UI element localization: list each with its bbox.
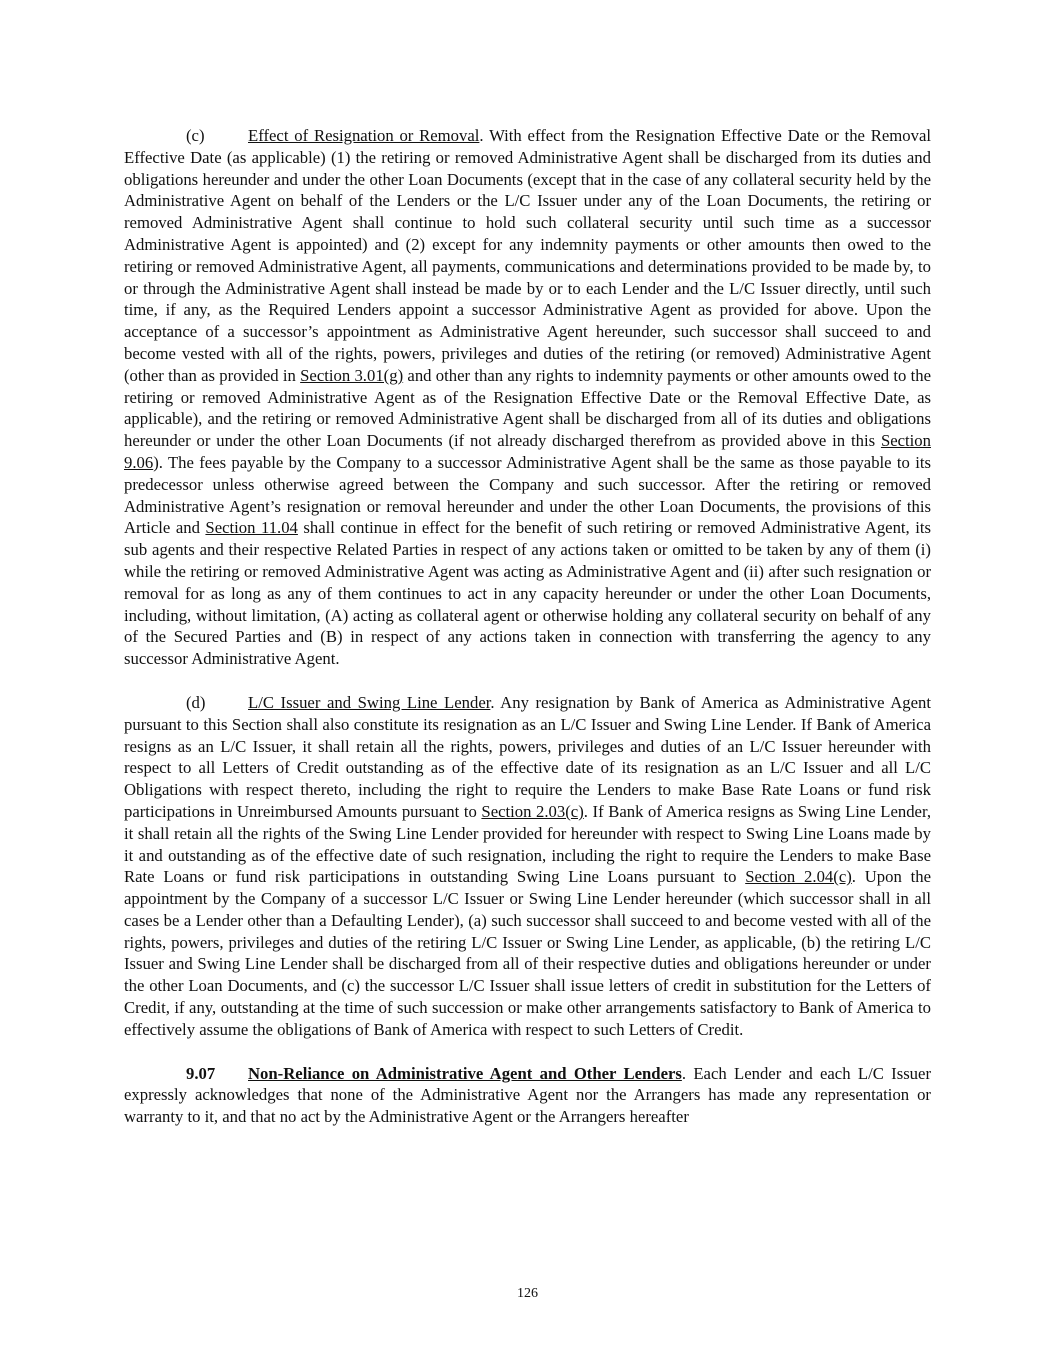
section-9-07-text: . Each Lender and each L/C Issuer expressly acknowledges that none of the Administrative Agent nor the Arrangers has made any representation or warranty to it, and that no act by the Administrative Agent or the Arrangers hereafter bbox=[124, 1063, 931, 1127]
paragraph-d-text-3: . Upon the appointment by the Company of a successor L/C Issuer or Swing Line Lender hereunder (which successor shall in all cases be a Lender other than a Defaulting Lender), (a) such successor shall succeed to and become vested with all of the rights, powers, privileges and duties of the retiring L/C Issuer or Swing Line Lender, as applicable, (b) the retiring L/C Issuer and Swing Line Lender shall be discharged from all of their respective duties and obligations hereunder or under the other Loan Documents, and (c) the successor L/C Issuer shall issue letters of credit in substitution for the Letters of Credit, if any, outstanding at the time of such succession or make other arrangements satisfactory to Bank of America to effectively assume the obligations of Bank of America with respect to such Letters of Credit. bbox=[124, 867, 931, 1039]
paragraph-d-text-2: . If Bank of America resigns as Swing Line Lender, it shall retain all the rights of the Swing Line Lender provided for hereunder with respect to Swing Line Loans made by it and outstanding as of the effective date of such resignation, including the right to require the Lenders to make Base Rate Loans or fund risk participations in outstanding Swing Line Loans pursuant to bbox=[124, 801, 932, 887]
paragraph-c-text-4: shall continue in effect for the benefit of such retiring or removed Administrative Agent, its sub agents and their respective Related Parties in respect of any actions taken or omitted to be taken by any of them (i) while the retiring or removed Administrative Agent was acting as Administrative Agent and (ii) after such resignation or removal for as long as any of them continues to act in any capacity hereunder or under the other Loan Documents, including, without limitation, (A) acting as collateral agent or otherwise holding any collateral security on behalf of any of the Secured Parties and (B) in respect of any actions taken in connection with transferring the agency to any successor Administrative Agent. bbox=[124, 518, 931, 669]
document-body bbox=[124, 125, 931, 1150]
section-9-07-number: 9.07 bbox=[186, 1063, 216, 1083]
paragraph-c bbox=[124, 125, 931, 670]
paragraph-c-text-1: . With effect from the Resignation Effective Date or the Removal Effective Date (as applicable) (1) the retiring or removed Administrative Agent shall be discharged from its duties and obligations hereunder and under the other Loan Documents (except that in the case of any collateral security held by the Administrative Agent on behalf of the Lenders or the L/C Issuer under any of the Loan Documents, the retiring or removed Administrative Agent shall continue to hold such collateral security until such time as a successor Administrative Agent is appointed) and (2) except for any indemnity payments or other amounts then owed to the retiring or removed Administrative Agent, all payments, communications and determinations provided to be made by, to or through the Administrative Agent shall instead be made by or to each Lender and the L/C Issuer directly, until such time, if any, as the Required Lenders appoint a successor Administrative Agent as provided for above. Upon the acceptance of a successor’s appointment as Administrative Agent hereunder, such successor shall succeed to and become vested with all of the rights, powers, privileges and duties of the retiring (or removed) Administrative Agent (other than as provided in bbox=[124, 126, 931, 385]
paragraph-c-heading: Effect of Resignation or Removal bbox=[248, 126, 480, 145]
section-3-01g-reference: Section 3.01(g) bbox=[300, 365, 404, 385]
page-number: 126 bbox=[517, 1286, 538, 1301]
section-2-03c-reference: Section 2.03(c) bbox=[481, 801, 584, 821]
section-9-07 bbox=[124, 1063, 931, 1128]
section-9-06-reference: Section 9.06 bbox=[124, 431, 931, 472]
paragraph-c-label: (c) bbox=[186, 126, 205, 145]
paragraph-d-text-1: . Any resignation by Bank of America as Administrative Agent pursuant to this Section shall also constitute its resignation as an L/C Issuer and Swing Line Lender. If Bank of America resigns as an L/C Issuer, it shall retain all the rights, powers, privileges and duties of an L/C Issuer hereunder with respect to all Letters of Credit outstanding as of the effective date of its resignation as an L/C Issuer and all L/C Obligations with respect thereto, including the right to require the Lenders to make Base Rate Loans or fund risk participations in Unreimbursed Amounts pursuant to bbox=[124, 692, 931, 821]
paragraph-d bbox=[124, 692, 931, 1041]
paragraph-d-heading: L/C Issuer and Swing Line Lender bbox=[248, 692, 491, 712]
section-11-04-reference: Section 11.04 bbox=[205, 518, 298, 538]
paragraph-c-text-3: ). The fees payable by the Company to a successor Administrative Agent shall be the same as those payable to its predecessor unless otherwise agreed between the Company and such successor. After the retiring or removed Administrative Agent’s resignation or removal hereunder and under the other Loan Documents, the provisions of this Article and bbox=[124, 452, 931, 538]
section-9-07-title: Non-Reliance on Administrative Agent and Other Lenders bbox=[248, 1063, 682, 1083]
paragraph-c-text-2: and other than any rights to indemnity payments or other amounts owed to the retiring or removed Administrative Agent as of the Resignation Effective Date or the Removal Effective Date, as applicable), and the retiring or removed Administrative Agent shall be discharged from all of its duties and obligations hereunder or under the other Loan Documents (if not already discharged therefrom as provided above in this bbox=[124, 365, 932, 451]
section-2-04c-reference: Section 2.04(c) bbox=[745, 867, 852, 887]
paragraph-d-label: (d) bbox=[186, 692, 206, 712]
